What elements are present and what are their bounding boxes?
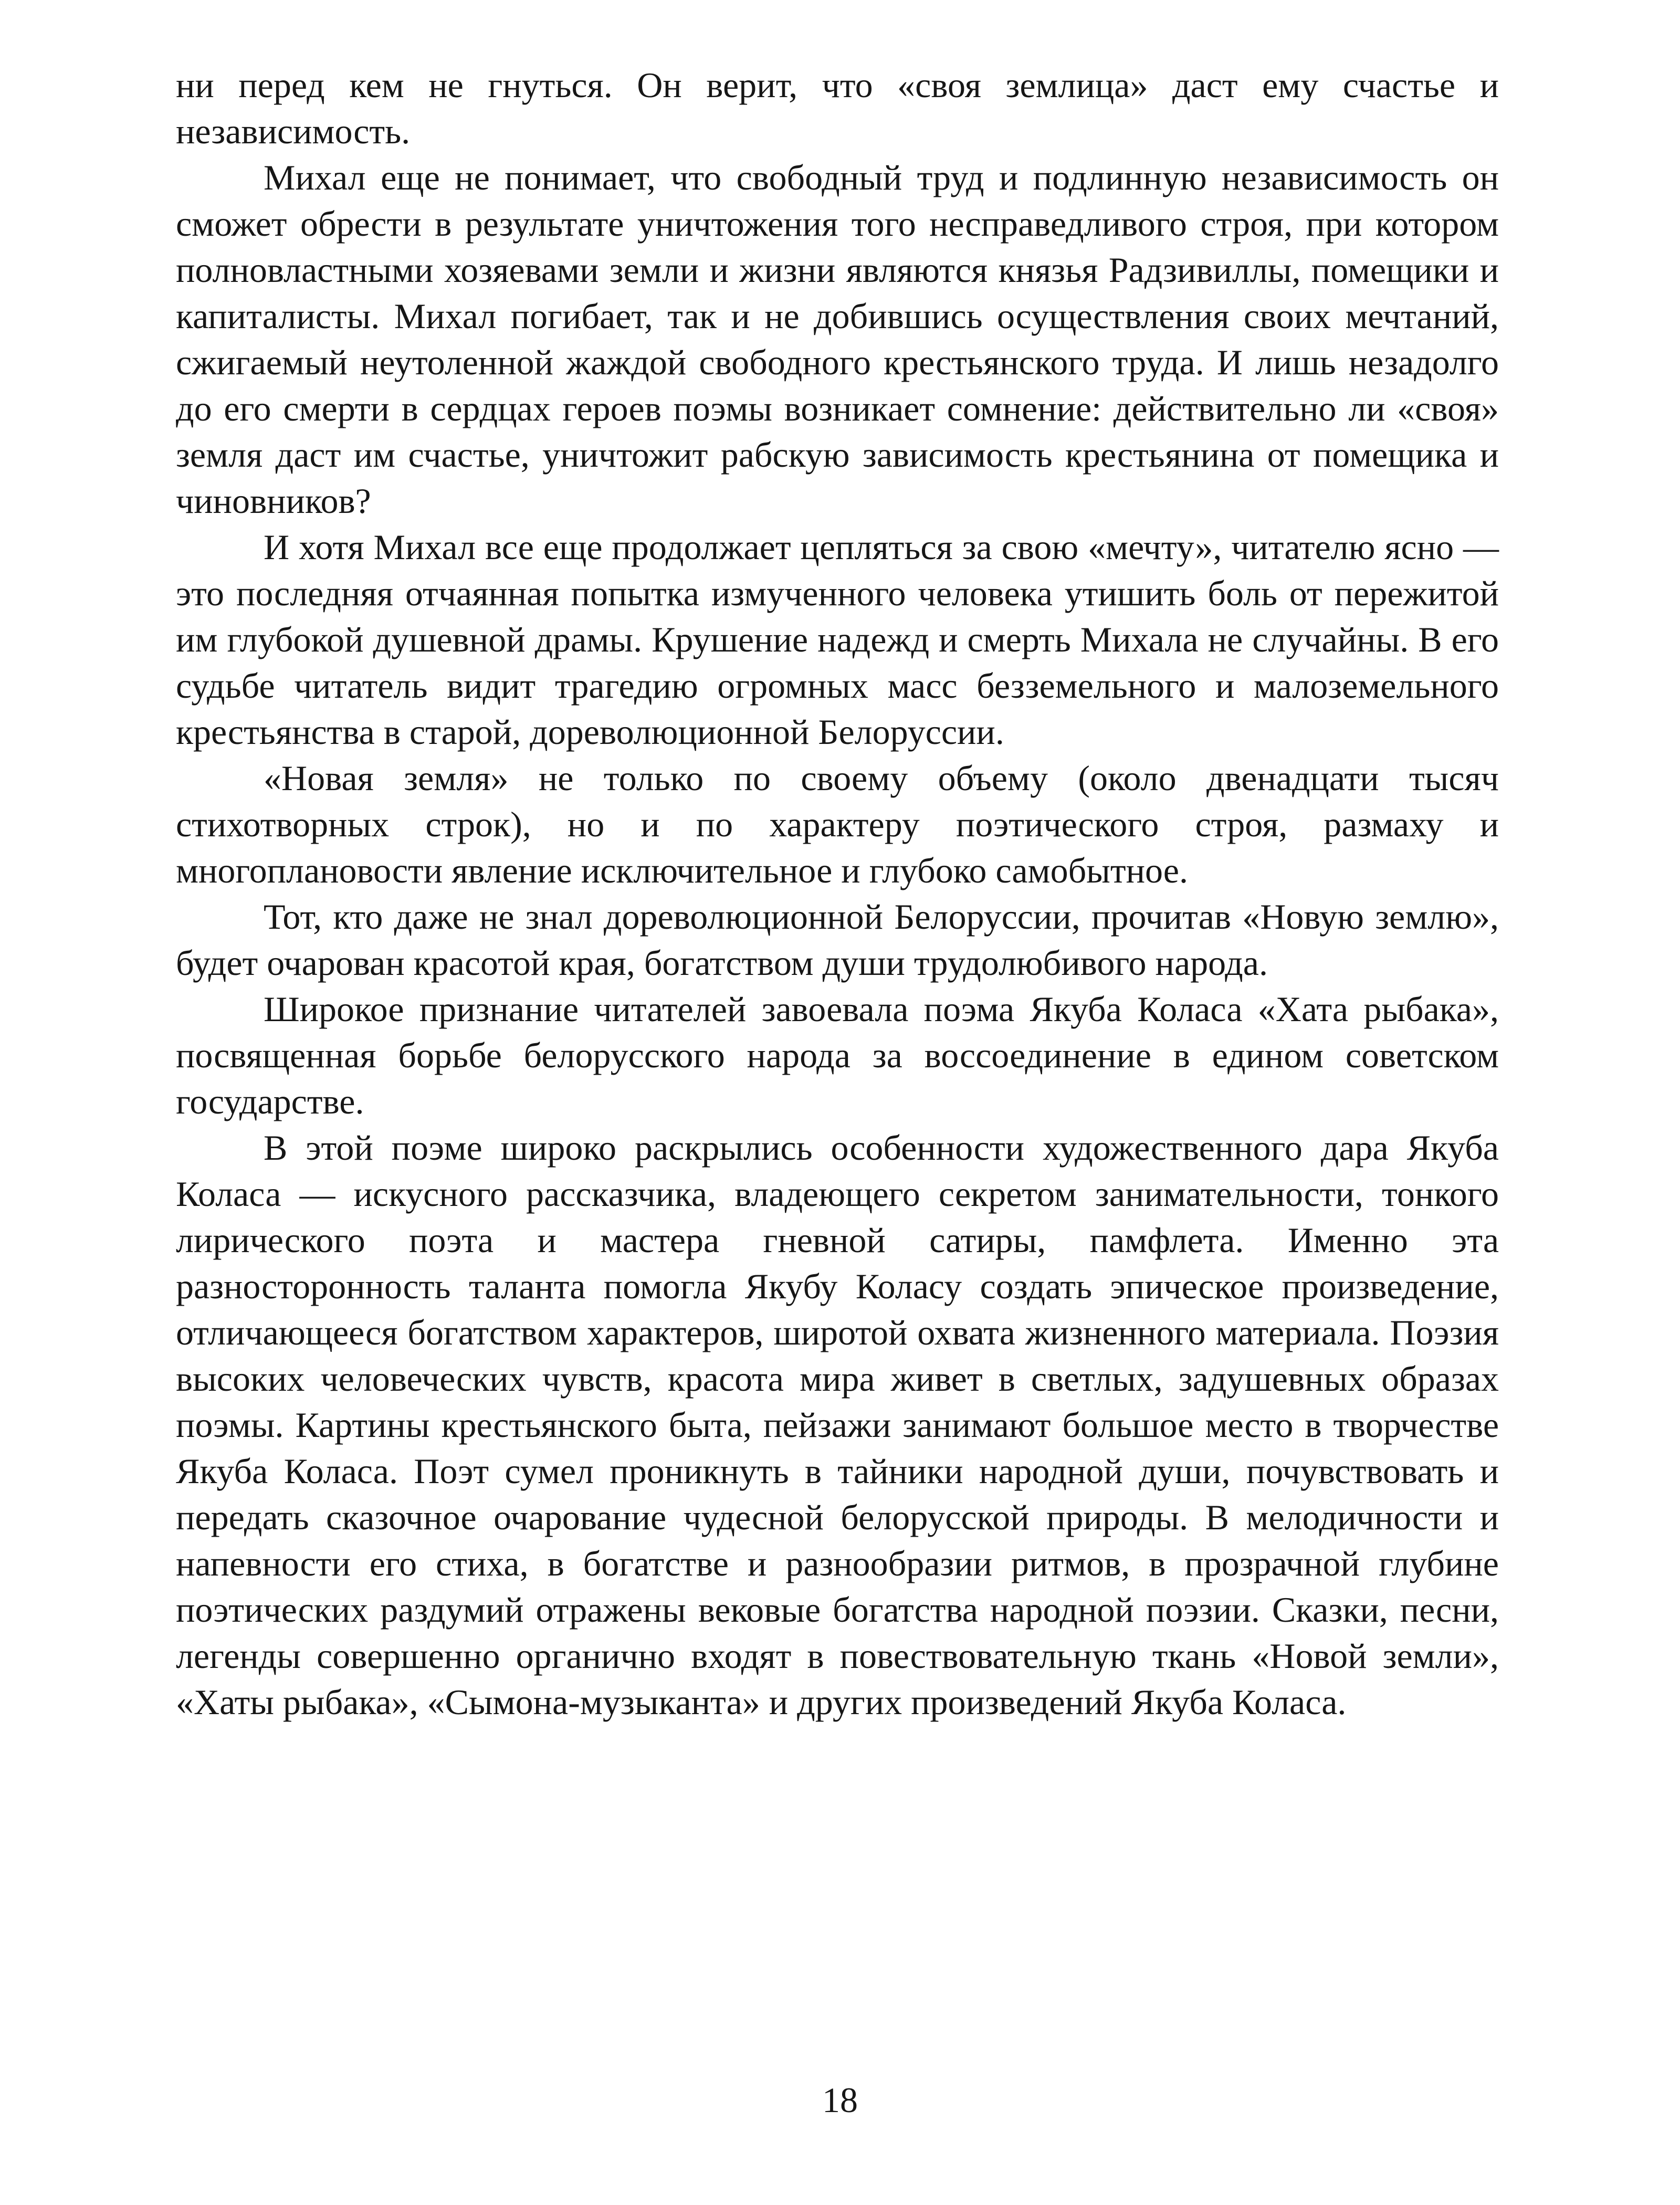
paragraph-new-land-scale: «Новая земля» не только по своему объему (около двенадцати тысяч стихотворных строк), но и по характеру поэтического строя, размаху и многоплановости явление исключительное и глубоко самобытное. (176, 758, 1499, 890)
body-text (176, 62, 1499, 1725)
page-number: 18 (822, 2080, 858, 2120)
paragraph-reader-impression: Тот, кто даже не знал дореволюционной Белоруссии, прочитав «Новую землю», будет очарован красотой края, богатством души трудолюбивого народа. (176, 897, 1499, 983)
paragraph-mikhal-independence: Михал еще не понимает, что свободный труд и подлинную независимость он сможет обрести в результате уничтожения того несправедливого строя, при котором полновластными хозяевами земли и жизни являются князья Радзивиллы, помещики и капиталисты. Михал погибает, так и не добившись осуществления своих мечтаний, сжигаемый неутоленной жаждой свободного крестьянского труда. И лишь незадолго до его смерти в сердцах героев поэмы возникает сомнение: действительно ли «своя» земля даст им счастье, уничтожит рабскую зависимость крестьянина от помещика и чиновников? (176, 158, 1499, 521)
paragraph-poet-talent: В этой поэме широко раскрылись особенности художественного дара Якуба Коласа — искусного рассказчика, владеющего секретом занимательности, тонкого лирического поэта и мастера гневной сатиры, памфлета. Именно эта разносторонность таланта помогла Якубу Коласу создать эпическое произведение, отличающееся богатством характеров, широтой охвата жизненного материала. Поэзия высоких человеческих чувств, красота мира живет в светлых, задушевных образах поэмы. Картины крестьянского быта, пейзажи занимают большое место в творчестве Якуба Коласа. Поэт сумел проникнуть в тайники народной души, почувствовать и передать сказочное очарование чудесной белорусской природы. В мелодичности и напевности его стиха, в богатстве и разнообразии ритмов, в прозрачной глубине поэтических раздумий отражены вековые богатства народной поэзии. Сказки, песни, легенды совершенно органично входят в повествовательную ткань «Новой земли», «Хаты рыбака», «Сымона-музыканта» и других произведений Якуба Коласа. (176, 1128, 1499, 1722)
paragraph-mikhal-dream: И хотя Михал все еще продолжает цепляться за свою «мечту», читателю ясно — это последняя отчаянная попытка измученного человека утишить боль от пережитой им глубокой душевной драмы. Крушение надежд и смерть Михала не случайны. В его судьбе читатель видит трагедию огромных масс безземельного и малоземельного крестьянства в старой, дореволюционной Белоруссии. (176, 527, 1499, 752)
paragraph-fisherman-hut: Широкое признание читателей завоевала поэма Якуба Коласа «Хата рыбака», посвященная борьбе белорусского народа за воссоединение в едином советском государстве. (176, 989, 1499, 1121)
paragraph-continuation: ни перед кем не гнуться. Он верит, что «своя землица» даст ему счастье и независимость. (176, 65, 1499, 151)
